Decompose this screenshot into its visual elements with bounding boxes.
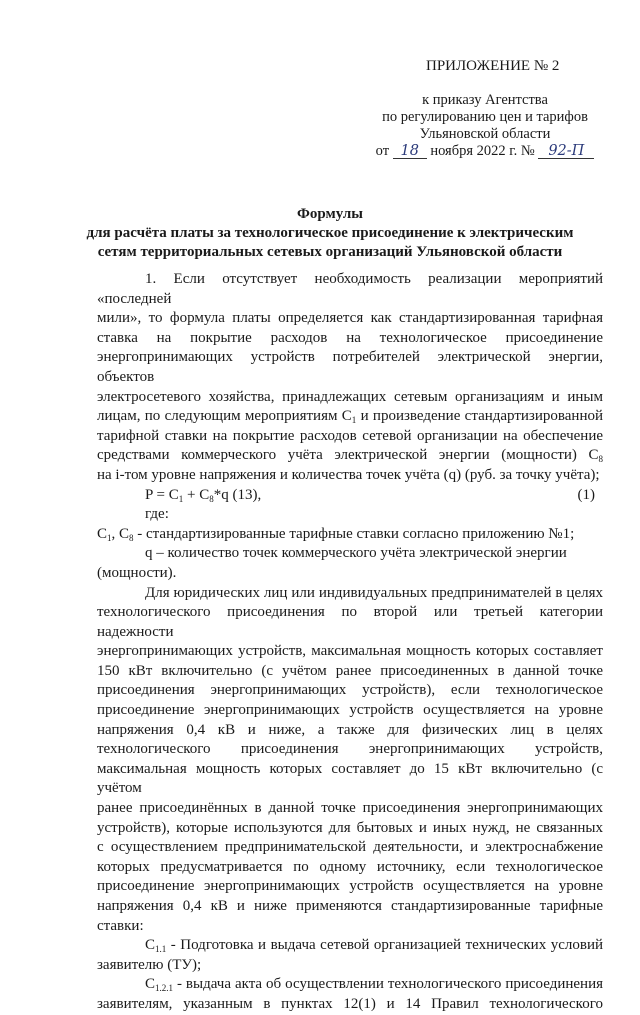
text-line: мили», то формула платы определяется как стандартизированная тарифная bbox=[97, 310, 603, 327]
subscript: 1.2.1 bbox=[155, 983, 174, 994]
subscript: 1.1 bbox=[155, 944, 167, 955]
text-line bbox=[97, 446, 603, 466]
text-fragment: - стандартизированные тарифные ставки согласно приложению №1; bbox=[133, 525, 575, 542]
order-line-1: к приказу Агентства bbox=[422, 92, 548, 108]
text-line: Для юридических лиц или индивидуальных предпринимателей в целях bbox=[145, 584, 603, 601]
definition-c1-c8 bbox=[97, 525, 603, 545]
text-line: технологического присоединения энергопринимающих устройств, bbox=[97, 741, 603, 758]
subscript: 1 bbox=[351, 415, 357, 426]
subscript: 8 bbox=[129, 532, 134, 543]
item-c1-2-1 bbox=[97, 975, 603, 1014]
text-line: технологического присоединения по второй или третьей категории надежности bbox=[97, 604, 603, 640]
subscript: 8 bbox=[209, 493, 214, 504]
text-line: электросетевого хозяйства, принадлежащих сетевым организациям и иным bbox=[97, 388, 603, 405]
text-line: напряжения 0,4 кВ и ниже применяются стандартизированные тарифные bbox=[97, 898, 603, 914]
text-fragment: С bbox=[145, 976, 156, 993]
text-line: энергопринимающих устройств потребителей электрической энергии, объектов bbox=[97, 349, 603, 385]
order-reference bbox=[360, 92, 610, 160]
definition-q-cont: (мощности). bbox=[97, 564, 177, 581]
text-line: с осуществлением предпринимательской деятельности, и электроснабжение bbox=[97, 839, 603, 856]
order-line-3: Ульяновской области bbox=[419, 126, 551, 142]
text-line: заявителям, указанным в пунктах 12(1) и 14 Правил технологического bbox=[97, 995, 603, 1012]
text-fragment: средствами коммерческого учёта электрической энергии (мощности) С bbox=[97, 447, 599, 464]
document-body bbox=[97, 270, 603, 1015]
title-line-1: Формулы bbox=[297, 206, 363, 222]
text-line: устройств), которые используются для бытовых и иных нужд, не связанных bbox=[97, 819, 603, 836]
formula-line bbox=[97, 486, 603, 506]
date-prefix: от bbox=[375, 143, 390, 159]
text-line: максимальная мощность которых составляет до 15 кВт включительно (с учётом bbox=[97, 760, 603, 797]
text-fragment: , С bbox=[111, 525, 130, 542]
text-fragment: С bbox=[145, 937, 156, 954]
formula-part: P = С bbox=[145, 486, 179, 503]
formula-number: (1) bbox=[577, 486, 595, 503]
paragraph-2 bbox=[97, 584, 603, 937]
text-line: ставки: bbox=[97, 917, 144, 934]
handwritten-number: 92-П bbox=[538, 144, 594, 159]
text-fragment: и произведение стандартизированной bbox=[356, 408, 604, 425]
appendix-title: ПРИЛОЖЕНИЕ № 2 bbox=[426, 58, 560, 74]
order-date-line bbox=[360, 143, 610, 160]
text-line: которых предусматривается по одному источнику, если технологическое bbox=[97, 858, 603, 875]
formula-part: *q (13), bbox=[213, 486, 262, 503]
text-line: тарифной ставки на покрытие расходов сетевой организации на обеспечение bbox=[97, 427, 603, 444]
where-label: где: bbox=[145, 506, 169, 523]
text-line: 1. Если отсутствует необходимость реализации мероприятий «последней bbox=[97, 271, 603, 307]
text-line bbox=[97, 407, 603, 427]
text-line: ранее присоединённых в данной точке присоединения энергопринимающих bbox=[97, 800, 603, 817]
text-line: 150 кВт включительно (с учётом ранее присоединенных в данной точке bbox=[97, 662, 603, 679]
definition-q: q – количество точек коммерческого учёта электрической энергии bbox=[145, 545, 567, 562]
text-fragment: лицам, по следующим мероприятиям С bbox=[97, 408, 352, 425]
subscript: 1 bbox=[178, 493, 184, 504]
subscript: 8 bbox=[598, 454, 603, 465]
title-line-2: для расчёта платы за технологическое присоединение к электрическим bbox=[86, 225, 574, 241]
text-line: присоединение энергопринимающих устройств осуществляется на уровне bbox=[97, 878, 603, 895]
text-line: энергопринимающих устройств, максимальная мощность которых составляет bbox=[97, 643, 603, 660]
text-fragment: - Подготовка и выдача сетевой организацией технических условий bbox=[166, 937, 603, 954]
text-line: на i-том уровне напряжения и количества точек учёта (q) (руб. за точку учёта); bbox=[97, 466, 600, 483]
handwritten-day: 18 bbox=[393, 144, 427, 159]
text-line: напряжения 0,4 кВ и ниже, а также для физических лиц в целях bbox=[97, 721, 603, 738]
subscript: 1 bbox=[107, 532, 112, 543]
order-line-2: по регулированию цен и тарифов bbox=[382, 109, 588, 125]
date-text: ноября 2022 г. № bbox=[430, 143, 535, 159]
text-fragment: С bbox=[97, 525, 108, 542]
text-line: присоединение энергопринимающих устройств осуществляется на уровне bbox=[97, 702, 603, 719]
text-line bbox=[97, 975, 603, 995]
item-c1-1 bbox=[97, 936, 603, 975]
text-line: присоединения энергопринимающих устройств), если технологическое bbox=[97, 682, 603, 699]
formula-part: + С bbox=[183, 486, 210, 503]
text-line bbox=[97, 936, 603, 956]
text-fragment: - выдача акта об осуществлении технологического присоединения bbox=[173, 976, 603, 993]
text-line: заявителю (ТУ); bbox=[97, 956, 202, 973]
title-line-3: сетям территориальных сетевых организаций Ульяновской области bbox=[97, 244, 563, 260]
document-title bbox=[40, 205, 620, 262]
text-line: ставка на покрытие расходов на технологическое присоединение bbox=[97, 329, 603, 346]
formula bbox=[145, 486, 261, 506]
paragraph-1 bbox=[97, 270, 603, 486]
